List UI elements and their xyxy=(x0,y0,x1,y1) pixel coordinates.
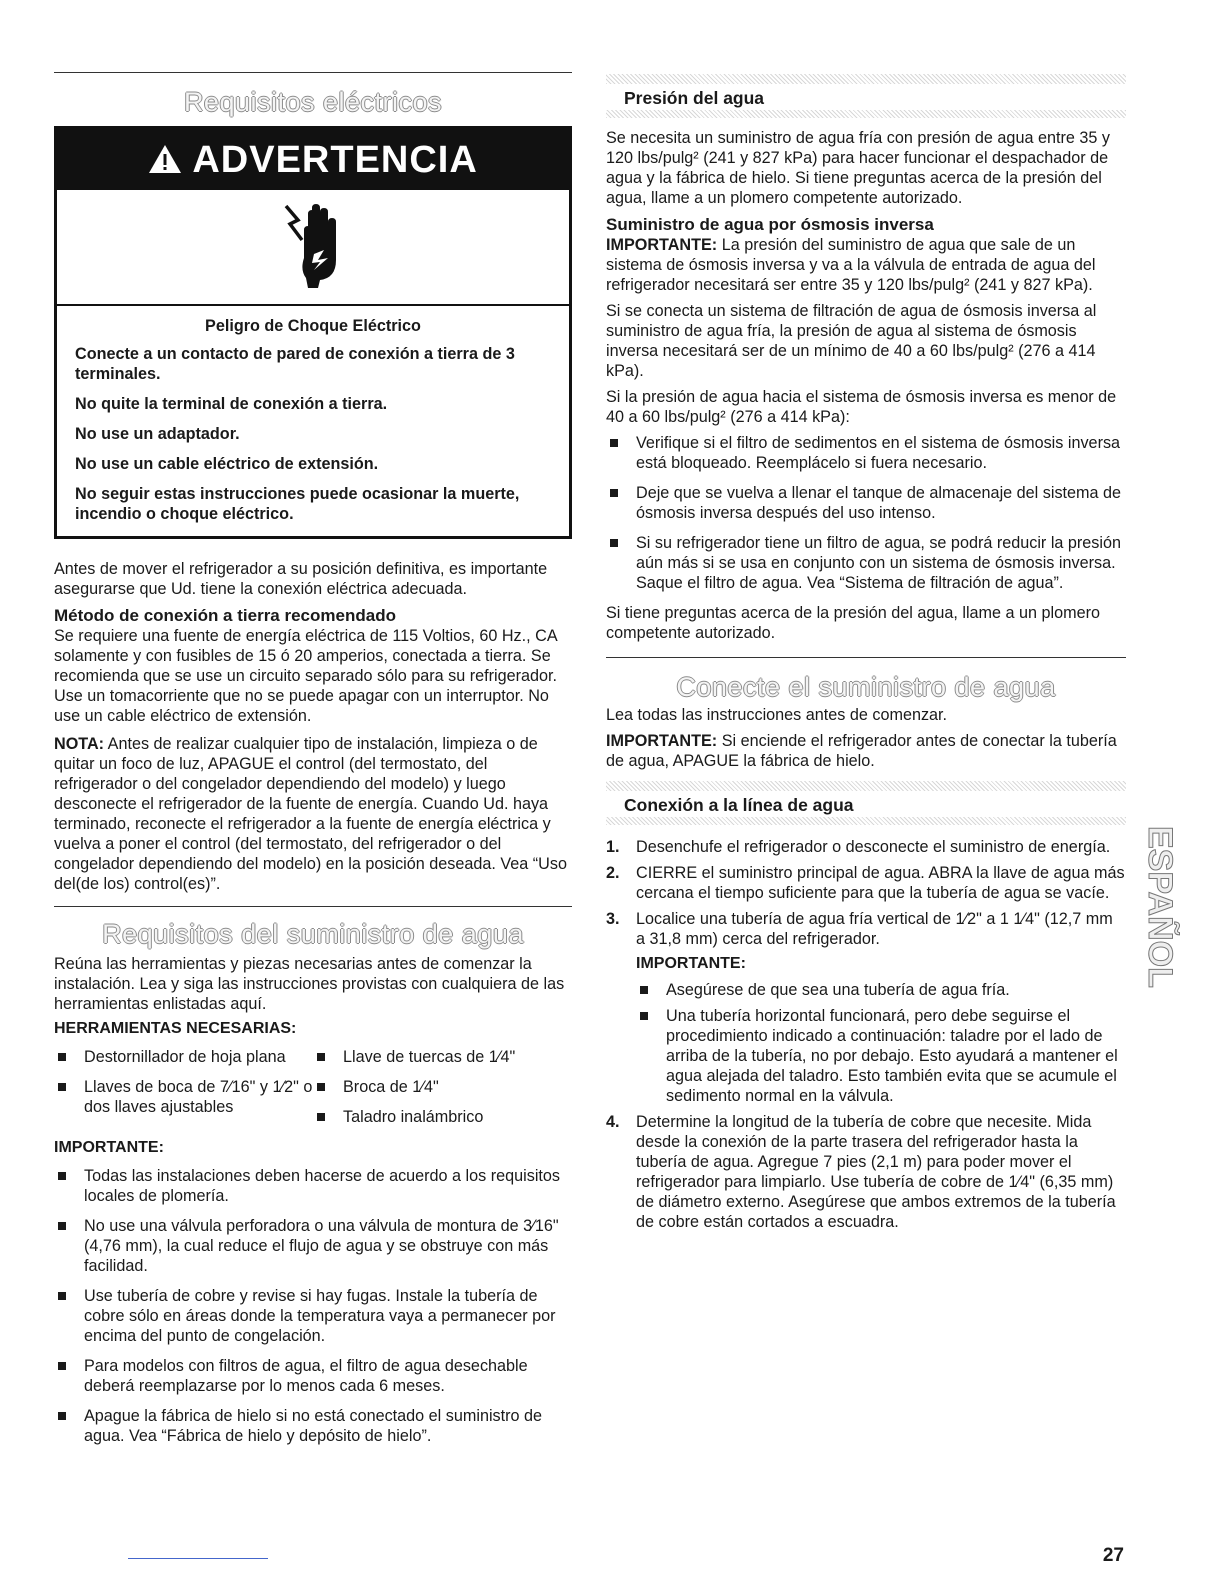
electrical-intro: Antes de mover el refrigerador a su posición definitiva, es importante asegurarse que Ud. tiene la conexión eléctrica adecuada. xyxy=(54,560,548,598)
warning-line: No quite la terminal de conexión a tierra. xyxy=(75,395,388,413)
ro-important-label: IMPORTANTE: xyxy=(606,236,718,254)
step3-list xyxy=(636,980,1126,1106)
warning-header xyxy=(57,129,569,190)
list-item: Si su refrigerador tiene un filtro de agua, se podrá reducir la presión aún más si se usa en conjunto con un sistema de ósmosis inversa. Saque el filtro de agua. Vea “Sistema de filtración de agua”. xyxy=(606,533,1126,593)
hatched-bar xyxy=(606,817,1126,825)
list-item: Broca de 1⁄4" xyxy=(313,1077,572,1097)
hatched-bar xyxy=(606,74,1126,84)
list-item: Verifique si el filtro de sedimentos en el sistema de ósmosis inversa está bloqueado. Reemplácelo si fuera necesario. xyxy=(606,433,1126,473)
tools-heading: HERRAMIENTAS NECESARIAS: xyxy=(54,1020,297,1037)
warning-line: Conecte a un contacto de pared de conexión a tierra de 3 terminales. xyxy=(75,345,515,383)
hatched-bar xyxy=(606,781,1126,791)
list-item: Llaves de boca de 7⁄16" y 1⁄2" o dos llaves ajustables xyxy=(54,1077,313,1117)
ro-paragraph-2: Si se conecta un sistema de filtración de agua de ósmosis inversa al suministro de agua fría, la presión de agua al sistema de ósmosis inversa necesitará ser de un mínimo de 40 a 60 lbs/pulg² (276 a 414 kPa). xyxy=(606,302,1097,380)
list-item: Use tubería de cobre y revise si hay fugas. Instale la tubería de cobre sólo en áreas donde la temperatura vaya a permanecer por encima del punto de congelación. xyxy=(54,1286,572,1346)
ro-list xyxy=(606,433,1126,593)
warning-box xyxy=(54,126,572,539)
list-item: No use una válvula perforadora o una válvula de montura de 3⁄16" (4,76 mm), la cual reduce el flujo de agua y se obstruye con más facilidad. xyxy=(54,1216,572,1276)
warning-line: No seguir estas instrucciones puede ocasionar la muerte, incendio o choque eléctrico. xyxy=(75,485,520,523)
connect-important-text: Si enciende el refrigerador antes de conectar la tubería de agua, APAGUE la fábrica de hielo. xyxy=(606,732,1117,770)
list-item: Todas las instalaciones deben hacerse de acuerdo a los requisitos locales de plomería. xyxy=(54,1166,572,1206)
divider xyxy=(54,72,572,73)
ro-paragraph-3: Si la presión de agua hacia el sistema de ósmosis inversa es menor de 40 a 60 lbs/pulg² (276 a 414 kPa): xyxy=(606,388,1117,426)
connect-important-label: IMPORTANTE: xyxy=(606,732,718,750)
tools-column-1 xyxy=(54,1047,313,1137)
note-label: NOTA: xyxy=(54,735,105,753)
side-tab-text: ESPAÑOL xyxy=(1141,826,1180,988)
page-number: 27 xyxy=(1102,1545,1124,1566)
ro-paragraph-4: Si tiene preguntas acerca de la presión del agua, llame a un plomero competente autorizado. xyxy=(606,604,1101,642)
left-column xyxy=(54,0,572,1456)
divider xyxy=(606,657,1126,658)
warning-danger-title: Peligro de Choque Eléctrico xyxy=(205,317,421,335)
warning-line: No use un cable eléctrico de extensión. xyxy=(75,455,379,473)
note-text: Antes de realizar cualquier tipo de instalación, limpieza o de quitar un foco de luz, APAGUE el control (del termostato, del refrigerador o del congelador dependiendo del modelo) y luego desconecte el refrigerador de la fuente de energía. Cuando Ud. haya terminado, reconecte el refrigerador a la fuente de energía eléctrica y vuelva a poner el control (del termostato, del refrigerador o del congelador dependiendo del modelo) en la posición deseada. Vea “Uso del(de los) control(es)”. xyxy=(54,735,567,893)
divider xyxy=(54,906,572,907)
section-title-water-supply: Requisitos del suministro de agua xyxy=(102,919,524,949)
warning-line: No use un adaptador. xyxy=(75,425,240,443)
step3-important-heading: IMPORTANTE: xyxy=(636,955,746,972)
ro-important-paragraph xyxy=(606,235,1126,295)
water-intro: Reúna las herramientas y piezas necesarias antes de comenzar la instalación. Lea y siga las instrucciones provistas con cualquiera de las herramientas enlistadas aquí. xyxy=(54,955,565,1013)
list-item: Taladro inalámbrico xyxy=(313,1107,572,1127)
step-item: 1. Desenchufe el refrigerador o desconecte el suministro de energía. xyxy=(606,838,1111,856)
connect-important-paragraph xyxy=(606,731,1126,771)
list-item: Asegúrese de que sea una tubería de agua fría. xyxy=(636,980,1126,1000)
tools-column-2 xyxy=(313,1047,572,1137)
important-list xyxy=(54,1166,572,1446)
section-title-electrical: Requisitos eléctricos xyxy=(183,87,443,117)
tools-list xyxy=(54,1047,572,1137)
ro-important-text: La presión del suministro de agua que sale de un sistema de ósmosis inversa y va a la válvula de entrada de agua del refrigerador necesitará ser entre 35 y 120 lbs/pulg² (241 y 827 kPa). xyxy=(606,236,1096,294)
warning-icon-area xyxy=(57,190,569,306)
grounding-method-text: Se requiere una fuente de energía eléctrica de 115 Voltios, 60 Hz., CA solamente y con fusibles de 15 ó 20 amperios, conectada a tierra. Se recomienda que se use un circuito separado sólo para su refrigerador. Use un tomacorriente que no se puede apagar con un interruptor. No use un cable eléctrico de extensión. xyxy=(54,627,558,725)
step-item: 3. Localice una tubería de agua fría vertical de 1⁄2" a 1 1⁄4" (12,7 mm a 31,8 mm) cerca del refrigerador. IMPORTANTE: Asegúrese de que sea una tubería de agua fría. Una tubería horizontal funcionará, pero debe seguirse el procedimiento indicado a continuación: taladre por el lado de arriba de la tubería, no por debajo. Esto ayudará a mantener el agua alejada del taladro. Esto también evita que se acumule el sedimento normal en la válvula. xyxy=(606,909,1126,1106)
warning-header-text: ADVERTENCIA xyxy=(192,139,478,181)
footer-line xyxy=(128,1558,268,1559)
list-item: Destornillador de hoja plana xyxy=(54,1047,313,1067)
warning-triangle-icon xyxy=(148,139,192,181)
steps-list xyxy=(606,837,1126,1232)
hatched-bar xyxy=(606,110,1126,118)
water-pressure-text: Se necesita un suministro de agua fría con presión de agua entre 35 y 120 lbs/pulg² (241 y 827 kPa) para hacer funcionar el despachador de agua y la fábrica de hielo. Si tiene preguntas acerca de la presión del agua, llame a un plomero competente autorizado. xyxy=(606,129,1110,207)
reverse-osmosis-heading: Suministro de agua por ósmosis inversa xyxy=(606,215,934,234)
step-item: 2. CIERRE el suministro principal de agua. ABRA la llave de agua más cercana el tiempo suficiente para que la tubería de agua se vacíe. xyxy=(606,864,1125,902)
section-title-connect-water: Conecte el suministro de agua xyxy=(676,672,1056,702)
language-side-tab xyxy=(1141,820,1184,1060)
note-paragraph xyxy=(54,734,572,894)
list-item: Apague la fábrica de hielo si no está conectado el suministro de agua. Vea “Fábrica de hielo y depósito de hielo”. xyxy=(54,1406,572,1446)
list-item: Deje que se vuelva a llenar el tanque de almacenaje del sistema de ósmosis inversa después del uso intenso. xyxy=(606,483,1126,523)
grounding-method-heading: Método de conexión a tierra recomendado xyxy=(54,606,396,625)
list-item: Para modelos con filtros de agua, el filtro de agua desechable deberá reemplazarse por lo menos cada 6 meses. xyxy=(54,1356,572,1396)
right-column xyxy=(606,0,1126,1238)
list-item: Llave de tuercas de 1⁄4" xyxy=(313,1047,572,1067)
important-heading: IMPORTANTE: xyxy=(54,1139,164,1156)
step-item: 4. Determine la longitud de la tubería de cobre que necesite. Mida desde la conexión de la parte trasera del refrigerador hasta la tubería de agua. Agregue 7 pies (2,1 m) para poder mover el refrigerador para limpiarlo. Use tubería de cobre de 1⁄4" (6,35 mm) de diámetro externo. Asegúrese que ambos extremos de la tubería de cobre están cortados a escuadra. xyxy=(606,1113,1116,1231)
water-line-heading: Conexión a la línea de agua xyxy=(624,795,854,815)
water-pressure-heading: Presión del agua xyxy=(624,88,765,108)
warning-body xyxy=(57,306,569,536)
electric-shock-hand-icon xyxy=(278,200,348,295)
connect-intro: Lea todas las instrucciones antes de comenzar. xyxy=(606,706,948,724)
list-item: Una tubería horizontal funcionará, pero debe seguirse el procedimiento indicado a continuación: taladre por el lado de arriba de la tubería, no por debajo. Esto ayudará a mantener el agua alejada del taladro. Esto también evita que se acumule el sedimento normal en la válvula. xyxy=(636,1006,1126,1106)
